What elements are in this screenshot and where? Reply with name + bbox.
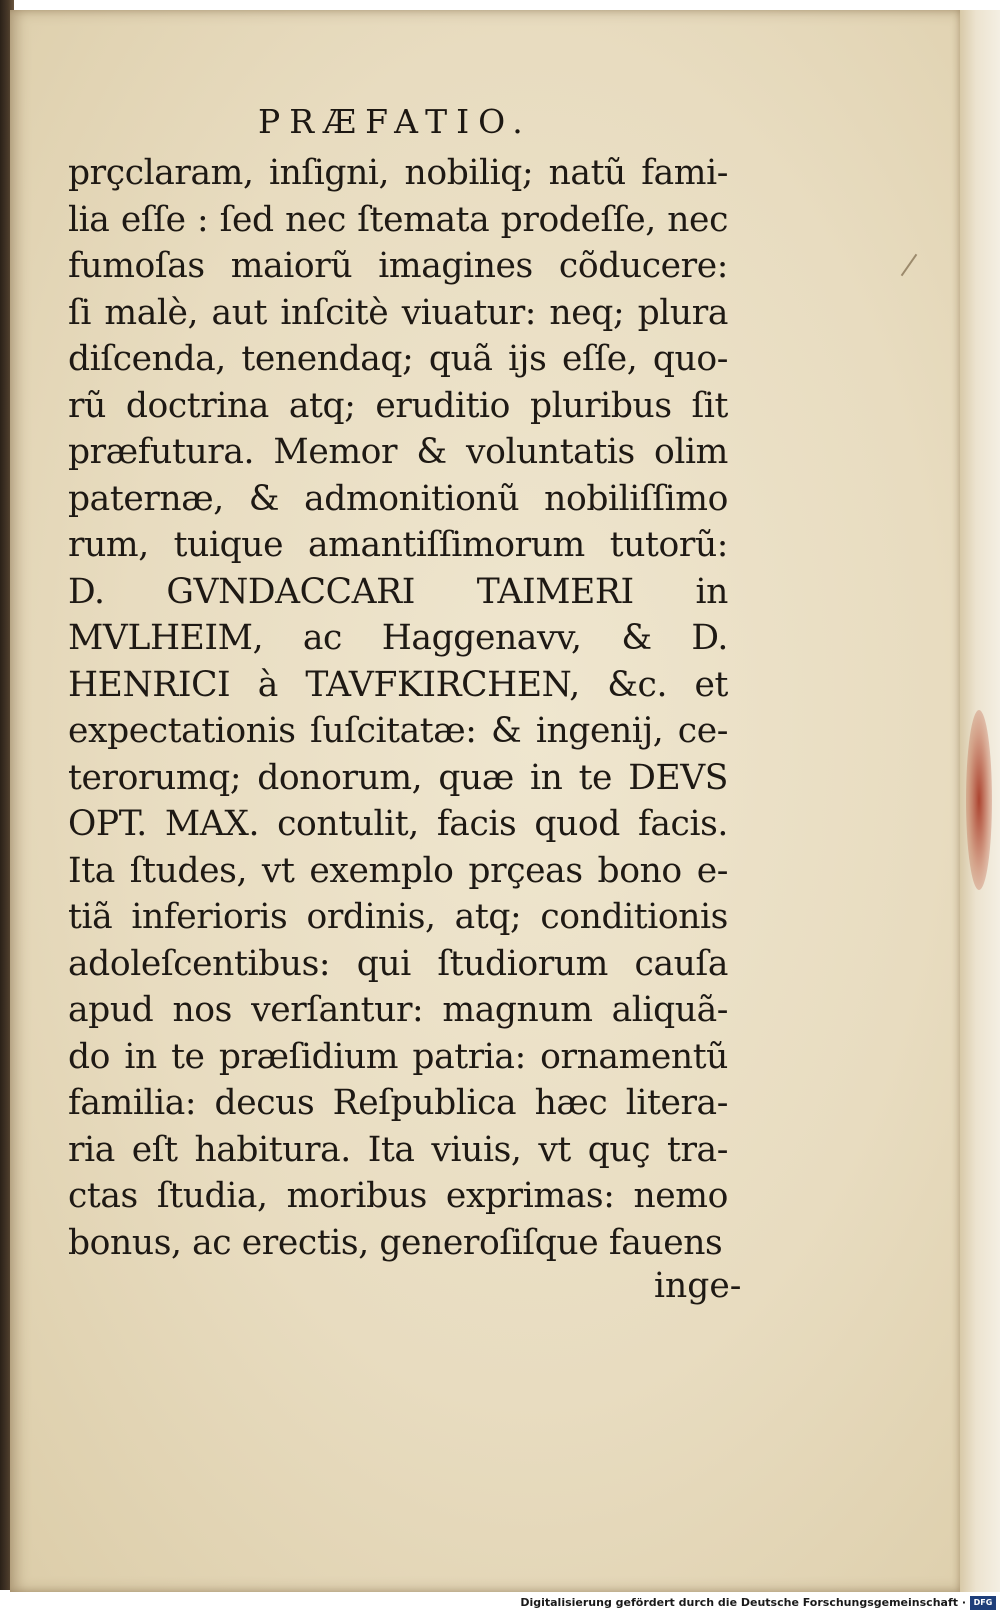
text-line: bonus, ac erectis, generoſiſque fauens: [68, 1222, 723, 1263]
text-line: familia: decus Reſpublica hæc litera-: [68, 1083, 728, 1123]
digitization-credit: Digitalisierung gefördert durch die Deutsche Forschungsgemeinschaft ·: [520, 1596, 966, 1609]
text-line: terorumq; donorum, quæ in te DEVS: [68, 757, 728, 798]
text-line: D. GVNDACCARI TAIMERI in: [68, 571, 728, 612]
text-line: ctas ſtudia, moribus exprimas: nemo: [68, 1176, 728, 1216]
text-line: do in te præſidium patria: ornamentũ: [68, 1036, 728, 1077]
body-text: [68, 150, 728, 1266]
dfg-logo: DFG: [970, 1596, 996, 1610]
text-line: præfutura. Memor & voluntatis olim: [68, 432, 728, 472]
text-line: ſi malè, aut inſcitè viuatur: neq; plura: [68, 292, 728, 333]
text-line: prçclaram, inſigni, nobiliq; natũ fami-: [68, 153, 728, 193]
cover-stain: [966, 710, 992, 890]
text-line: diſcenda, tenendaq; quã ijs eſſe, quo-: [68, 339, 728, 379]
text-line: paternæ, & admonitionũ nobiliſſimo: [68, 478, 728, 519]
text-line: rum, tuique amantiſſimorum tutorũ:: [68, 525, 728, 565]
text-line: adoleſcentibus: qui ſtudiorum cauſa: [68, 943, 728, 984]
text-line: lia eſſe : ſed nec ſtemata prodeſſe, nec: [68, 199, 728, 240]
text-line: Ita ſtudes, vt exemplo prçeas bono e-: [68, 850, 728, 891]
cover-edge: [960, 10, 1000, 1592]
text-line: fumoſas maiorũ imagines cõducere:: [68, 246, 728, 286]
text-line: ria eſt habitura. Ita viuis, vt quç tra-: [68, 1129, 728, 1170]
text-line: MVLHEIM, ac Haggenavv, & D.: [68, 618, 728, 658]
catchword: inge-: [654, 1266, 742, 1306]
running-head: PRÆFATIO.: [258, 102, 532, 141]
text-line: tiã inferioris ordinis, atq; conditionis: [68, 897, 728, 937]
text-line: expectationis ſuſcitatæ: & ingenij, ce-: [68, 711, 728, 751]
text-line: rũ doctrina atq; eruditio pluribus ſit: [68, 385, 728, 426]
text-line: apud nos verſantur: magnum aliquã-: [68, 990, 728, 1030]
text-line: HENRICI à TAVFKIRCHEN, &c. et: [68, 664, 728, 705]
text-line: OPT. MAX. contulit, facis quod facis.: [68, 804, 728, 844]
